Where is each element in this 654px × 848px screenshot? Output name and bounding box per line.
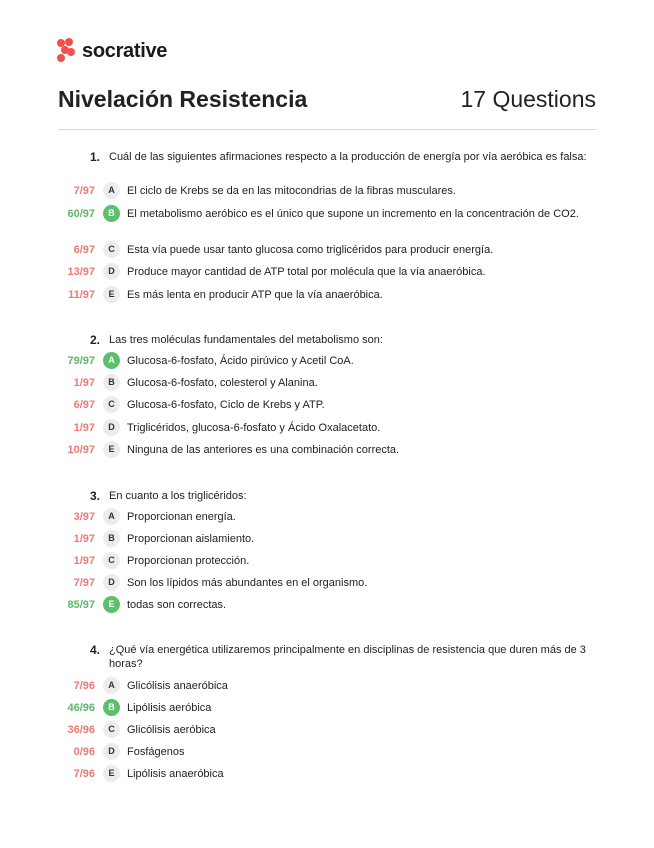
answer-row — [0, 575, 654, 593]
header-divider — [58, 129, 596, 130]
socrative-logo-icon — [57, 38, 78, 64]
answer-letter-badge: C — [103, 396, 120, 413]
answer-row — [0, 553, 654, 571]
answer-text: Es más lenta en producir ATP que la vía anaeróbica. — [127, 289, 383, 301]
answer-row — [0, 264, 654, 282]
question-number: 3. — [89, 489, 100, 503]
answer-score: 10/97 — [67, 444, 95, 456]
answer-text: Proporcionan aislamiento. — [127, 533, 255, 545]
answer-score: 1/97 — [73, 555, 95, 567]
answer-text: Son los lípidos más abundantes en el organismo. — [127, 577, 368, 589]
answer-text: Fosfágenos — [127, 746, 185, 758]
question-count: 17 Questions — [460, 86, 596, 112]
answer-letter-badge: D — [103, 574, 120, 591]
answer-row — [0, 353, 654, 371]
answer-text: Glicólisis anaeróbica — [127, 680, 228, 692]
answer-text: Produce mayor cantidad de ATP total por molécula que la vía anaeróbica. — [127, 266, 486, 278]
answer-text: Glicólisis aeróbica — [127, 724, 216, 736]
answer-row — [0, 375, 654, 393]
question-text: ¿Qué vía energética utilizaremos principalmente en disciplinas de resistencia que duren más de 3 horas? — [109, 644, 586, 670]
answer-row — [0, 597, 654, 615]
answer-score: 3/97 — [73, 511, 95, 523]
brand-name: socrative — [82, 39, 168, 62]
answer-row — [0, 678, 654, 696]
answer-row — [0, 700, 654, 718]
report-header — [58, 86, 596, 116]
answer-text: Esta vía puede usar tanto glucosa como triglicéridos para producir energía. — [127, 244, 494, 256]
question-number: 1. — [89, 150, 100, 164]
answer-row — [0, 287, 654, 305]
answer-score: 0/96 — [73, 746, 95, 758]
question-number: 2. — [89, 333, 100, 347]
answer-row — [0, 206, 654, 224]
question-text: Cuál de las siguientes afirmaciones respecto a la producción de energía por vía aeróbica es falsa: — [109, 151, 587, 163]
answer-text: Glucosa-6-fosfato, colesterol y Alanina. — [127, 377, 318, 389]
answer-score: 7/96 — [73, 680, 95, 692]
answer-letter-badge: D — [103, 743, 120, 760]
answer-row — [0, 420, 654, 438]
answer-score: 7/96 — [73, 768, 95, 780]
answer-text: Proporcionan protección. — [127, 555, 250, 567]
answer-row — [0, 744, 654, 762]
answer-score: 6/97 — [73, 244, 95, 256]
correct-answer-badge: B — [103, 205, 120, 222]
answer-letter-badge: C — [103, 552, 120, 569]
answer-row — [0, 183, 654, 201]
answer-text: El metabolismo aeróbico es el único que supone un incremento en la concentración de CO2. — [127, 208, 579, 220]
answer-text: Glucosa-6-fosfato, Ácido pirúvico y Acetil CoA. — [127, 355, 354, 367]
answer-score: 1/97 — [73, 377, 95, 389]
answer-letter-badge: A — [103, 182, 120, 199]
correct-answer-badge: A — [103, 352, 120, 369]
answer-score: 46/96 — [67, 702, 95, 714]
answer-row — [0, 242, 654, 260]
answer-score: 1/97 — [73, 422, 95, 434]
correct-answer-badge: B — [103, 699, 120, 716]
answer-letter-badge: B — [103, 374, 120, 391]
answer-score: 36/96 — [67, 724, 95, 736]
question-number: 4. — [89, 643, 100, 657]
answer-row — [0, 722, 654, 740]
answer-text: Glucosa-6-fosfato, Ciclo de Krebs y ATP. — [127, 399, 325, 411]
answer-score: 7/97 — [73, 577, 95, 589]
answer-row — [0, 397, 654, 415]
answer-score: 6/97 — [73, 399, 95, 411]
answer-letter-badge: B — [103, 530, 120, 547]
answer-score: 13/97 — [67, 266, 95, 278]
answer-text: Proporcionan energía. — [127, 511, 236, 523]
answer-row — [0, 509, 654, 527]
answer-text: todas son correctas. — [127, 599, 227, 611]
socrative-logo — [57, 38, 167, 64]
correct-answer-badge: E — [103, 596, 120, 613]
quiz-title: Nivelación Resistencia — [58, 86, 308, 112]
answer-text: Triglicéridos, glucosa-6-fosfato y Ácido Oxalacetato. — [127, 422, 381, 434]
answer-row — [0, 531, 654, 549]
answer-score: 1/97 — [73, 533, 95, 545]
answer-text: Ninguna de las anteriores es una combinación correcta. — [127, 444, 400, 456]
answer-letter-badge: A — [103, 508, 120, 525]
answer-letter-badge: A — [103, 677, 120, 694]
answer-letter-badge: C — [103, 241, 120, 258]
answer-letter-badge: E — [103, 441, 120, 458]
answer-row — [0, 442, 654, 460]
answer-letter-badge: C — [103, 721, 120, 738]
answer-text: El ciclo de Krebs se da en las mitocondrias de la fibras musculares. — [127, 185, 456, 197]
answer-letter-badge: D — [103, 263, 120, 280]
answer-letter-badge: D — [103, 419, 120, 436]
answer-letter-badge: E — [103, 286, 120, 303]
question-text: Las tres moléculas fundamentales del metabolismo son: — [109, 334, 383, 346]
answer-score: 7/97 — [73, 185, 95, 197]
answer-text: Lipólisis aeróbica — [127, 702, 212, 714]
question-text: En cuanto a los triglicéridos: — [109, 490, 247, 502]
answer-text: Lipólisis anaeróbica — [127, 768, 224, 780]
answer-letter-badge: E — [103, 765, 120, 782]
answer-score: 85/97 — [67, 599, 95, 611]
answer-score: 11/97 — [68, 289, 95, 301]
answer-row — [0, 766, 654, 784]
answer-score: 60/97 — [67, 208, 95, 220]
answer-score: 79/97 — [67, 355, 95, 367]
